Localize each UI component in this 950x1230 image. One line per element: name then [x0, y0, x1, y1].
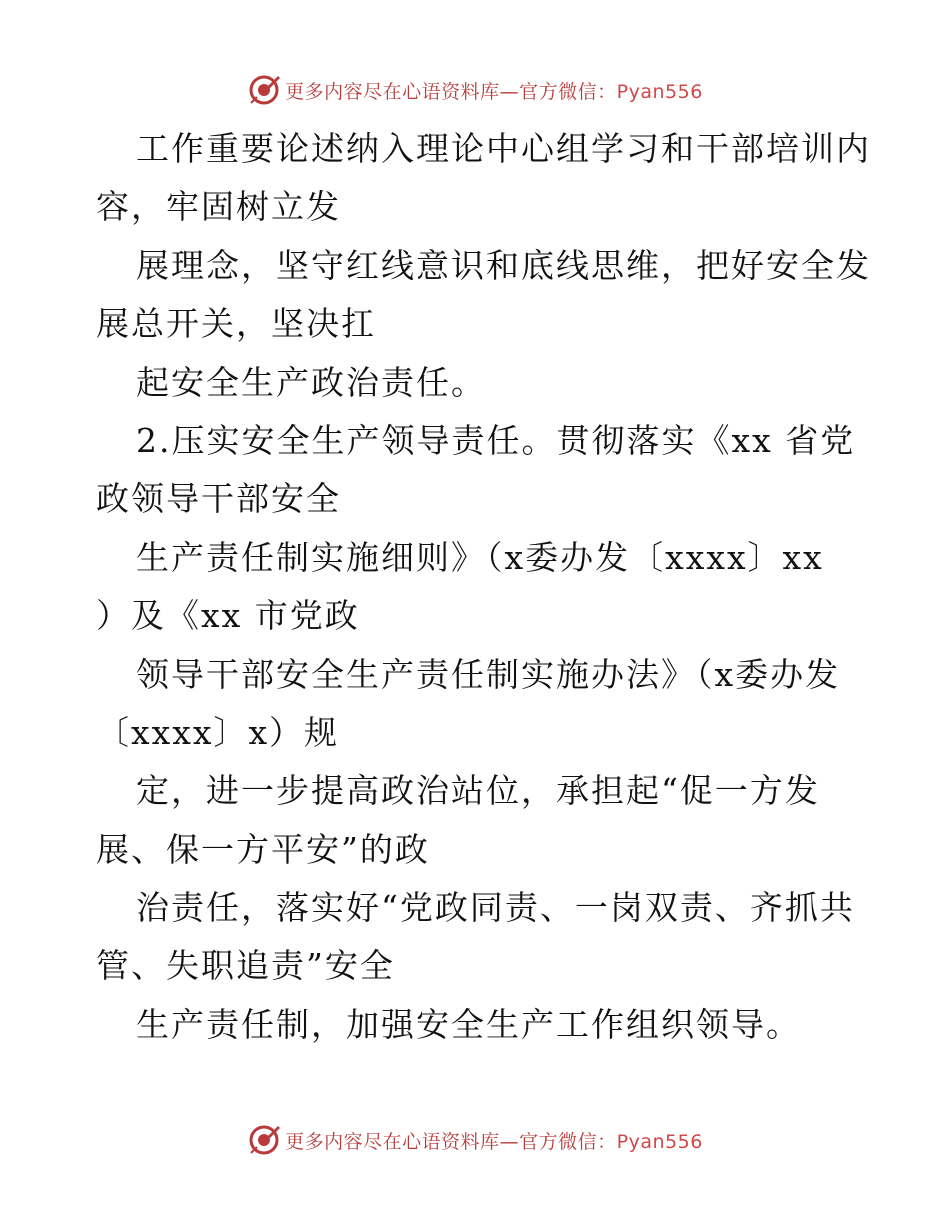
text-line: 展、保一方平安”的政 [96, 829, 430, 869]
quill-seal-icon [247, 1123, 281, 1157]
text-line: 定，进一步提高政治站位，承担起“促一方发 [136, 771, 820, 811]
text-line: 起安全生产政治责任。 [136, 362, 486, 402]
text-line: ）及《xx 市党政 [96, 596, 360, 636]
text-line: 工作重要论述纳入理论中心组学习和干部培训内 [136, 129, 871, 168]
text-line: 管、失职追责”安全 [96, 946, 395, 986]
watermark-text: 更多内容尽在心语资料库—官方微信：Pyan556 [285, 1130, 703, 1153]
watermark-text: 更多内容尽在心语资料库—官方微信：Pyan556 [285, 80, 703, 103]
footer-watermark [0, 1120, 950, 1160]
watermark-id: Pyan556 [616, 80, 703, 103]
text-line: 领导干部安全生产责任制实施办法》（x委办发 [136, 654, 841, 694]
quill-seal-icon [247, 73, 281, 107]
text-line: 〔xxxx〕x）规 [96, 712, 340, 752]
watermark-id: Pyan556 [616, 1130, 703, 1153]
text-line: 生产责任制，加强安全生产工作组织领导。 [136, 1004, 801, 1044]
text-line: 展总开关，坚决扛 [96, 304, 376, 344]
text-line: 展理念，坚守红线意识和底线思维，把好安全发 [136, 245, 871, 285]
text-line: 2.压实安全生产领导责任。贯彻落实《xx 省党 [136, 420, 856, 460]
header-watermark [0, 70, 950, 110]
text-line: 政领导干部安全 [96, 479, 341, 519]
text-line: 治责任，落实好“党政同责、一岗双责、齐抓共 [136, 888, 855, 928]
text-line: 生产责任制实施细则》（x委办发〔xxxx〕xx [136, 537, 824, 577]
text-line: 容，牢固树立发 [96, 187, 341, 227]
document-body [96, 120, 871, 1054]
